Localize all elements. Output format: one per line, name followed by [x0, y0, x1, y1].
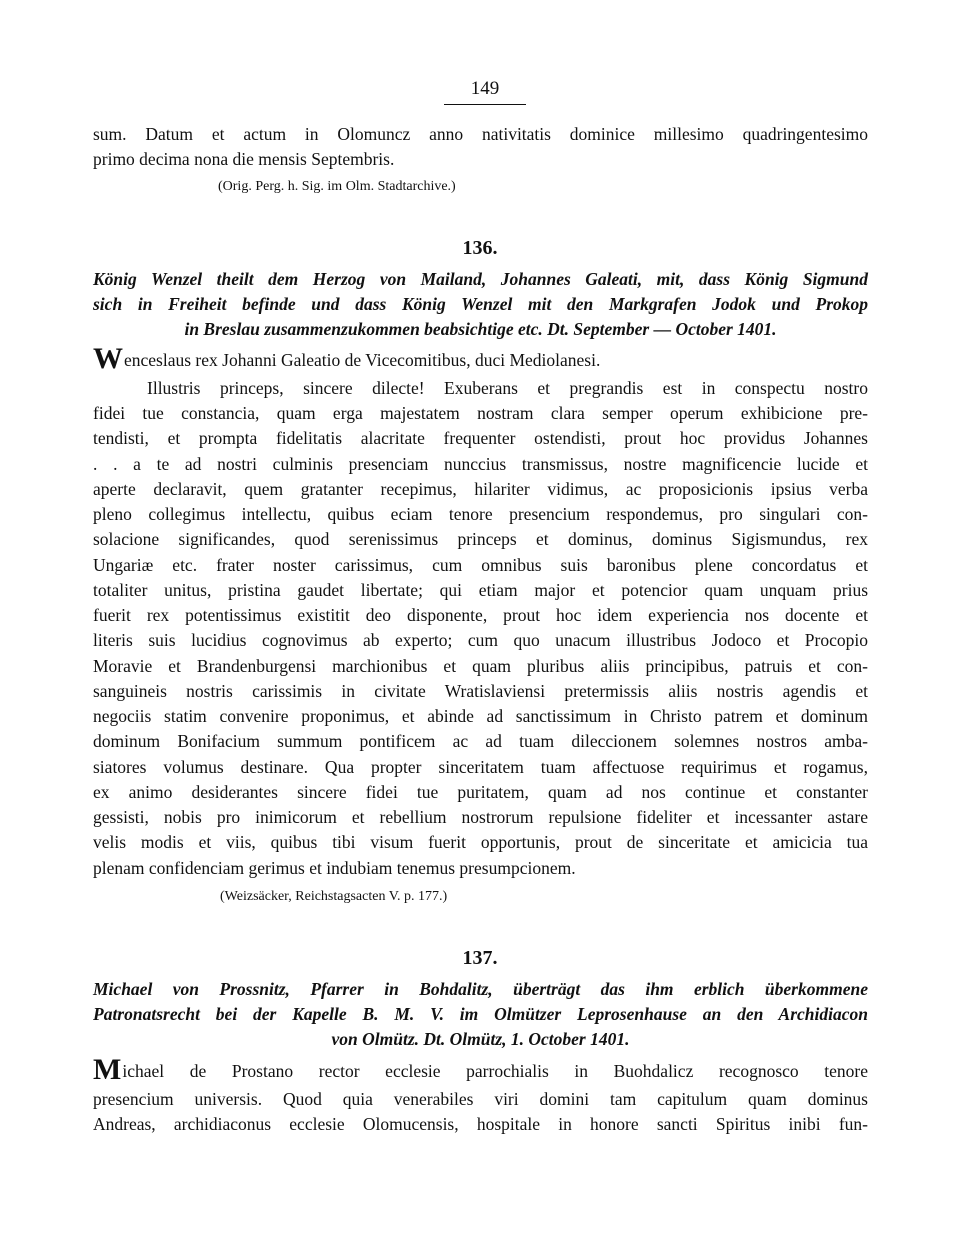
doc136-body-line: pleno collegimus intellectu, quibus eciam tenore presencium respondemus, pro singulari con- — [93, 504, 868, 524]
doc137-first-line — [93, 1053, 868, 1086]
doc137-heading-line: von Olmütz. Dt. Olmütz, 1. October 1401. — [331, 1029, 630, 1049]
page-number-rule — [444, 104, 526, 105]
doc137-initial: M — [93, 1053, 122, 1086]
doc136-body-line: Illustris princeps, sincere dilecte! Exuberans et pregrandis est in conspectu nostro — [147, 378, 868, 398]
doc137-number: 137. — [462, 947, 498, 969]
doc136-body-line: Ungariæ etc. frater noster carissimus, cum omnibus suis baronibus plene concordatus et — [93, 555, 868, 575]
doc136-body-line: literis suis lucidius cognovimus ab experto; cum quo unacum illustribus Jodoco et Procopio — [93, 630, 868, 650]
doc136-heading-line: sich in Freiheit befinde und dass König Wenzel mit den Markgrafen Jodok und Prokop — [93, 294, 868, 314]
doc136-body-line: sanguineis nostris carissimis in civitate Wratislaviensi pretermissis aliis nostris agendis et — [93, 681, 868, 701]
doc136-body-line: solacione significandes, quod serenissimus princeps et dominus, dominus Sigismundus, rex — [93, 529, 868, 549]
doc136-body-line: negociis statim convenire proponimus, et abinde ad sanctissimum in Christo patrem et dominum — [93, 706, 868, 726]
doc136-heading-line: König Wenzel theilt dem Herzog von Mailand, Johannes Galeati, mit, dass König Sigmund — [93, 269, 868, 289]
doc136-body-line: totaliter unitus, pristina gaudet libertate; qui etiam major et potencior quam unquam prius — [93, 580, 868, 600]
doc137-heading-line: Patronatsrecht bei der Kapelle B. M. V. im Olmützer Leprosenhause an den Archidiacon — [93, 1004, 868, 1024]
doc136-heading-line: in Breslau zusammenzukommen beabsichtige etc. Dt. September — October 1401. — [184, 319, 777, 339]
doc137-body-line: presencium universis. Quod quia venerabiles viri domini tam capitulum quam dominus — [93, 1089, 868, 1109]
intro-source: (Orig. Perg. h. Sig. im Olm. Stadtarchive.) — [218, 179, 456, 194]
doc136-body-line: Moravie et Brandenburgensi marchionibus et quam pluribus aliis principibus, patruis et con- — [93, 656, 868, 676]
page-number: 149 — [470, 78, 500, 99]
doc136-body-line: siatores volumus destinare. Qua propter sinceritatem tuam affectuose requirimus et rogamus, — [93, 757, 868, 777]
doc136-body-line: ex animo desiderantes sincere fidei tue puritatem, quam ad nos continue et constanter — [93, 782, 868, 802]
doc136-body-line: tendisti, et prompta fidelitatis alacritate frequenter ostendisti, prout hoc providus Johannes — [93, 428, 868, 448]
doc136-body-line: fidei tue constancia, quam erga majestatem nostram clara semper operum exhibicione pre- — [93, 403, 868, 423]
intro-line: sum. Datum et actum in Olomuncz anno nativitatis dominice millesimo quadringentesimo — [93, 124, 868, 144]
doc136-number: 136. — [462, 237, 498, 259]
intro-line: primo decima nona die mensis Septembris. — [93, 149, 395, 169]
doc137-body-line: Andreas, archidiaconus ecclesie Olomucensis, hospitale in honore sancti Spiritus inibi fun- — [93, 1114, 868, 1134]
doc136-initial: W — [93, 342, 123, 375]
doc136-body-line: velis modis et viis, quibus tibi visum fuerit opportunis, prout de sinceritate et amicicia tua — [93, 832, 868, 852]
doc136-body-line: fuerit rex potentissimus existitit deo disponente, prout hoc idem experiencia nos docente et — [93, 605, 868, 625]
doc137-first-line-text: ichael de Prostano rector ecclesie parrochialis in Buohdalicz recognosco tenore — [122, 1061, 868, 1081]
doc136-address-text: enceslaus rex Johanni Galeatio de Vicecomitibus, duci Mediolanesi. — [124, 350, 601, 370]
doc136-source: (Weizsäcker, Reichstagsacten V. p. 177.) — [220, 889, 448, 904]
doc136-body-line: gessisti, nobis pro inimicorum et rebellium nostrorum repulsione fideliter et incessanter astare — [93, 807, 868, 827]
doc137-heading-line: Michael von Prossnitz, Pfarrer in Bohdalitz, überträgt das ihm erblich überkommene — [93, 979, 868, 999]
doc136-address — [93, 342, 868, 375]
doc136-body-line: plenam confidenciam gerimus et indubiam tenemus presumpcionem. — [93, 858, 576, 878]
doc136-body-line: aperte declaravit, quem gratanter recepimus, hilariter vidimus, ac proposicionis ipsius verba — [93, 479, 868, 499]
doc136-body-line: . . a te ad nostri culminis presenciam nunccius transmissus, nostre magnificencie lucide et — [93, 454, 868, 474]
doc136-body-line: dominum Bonifacium summum pontificem ac ad tuam dileccionem solemnes nostros amba- — [93, 731, 868, 751]
